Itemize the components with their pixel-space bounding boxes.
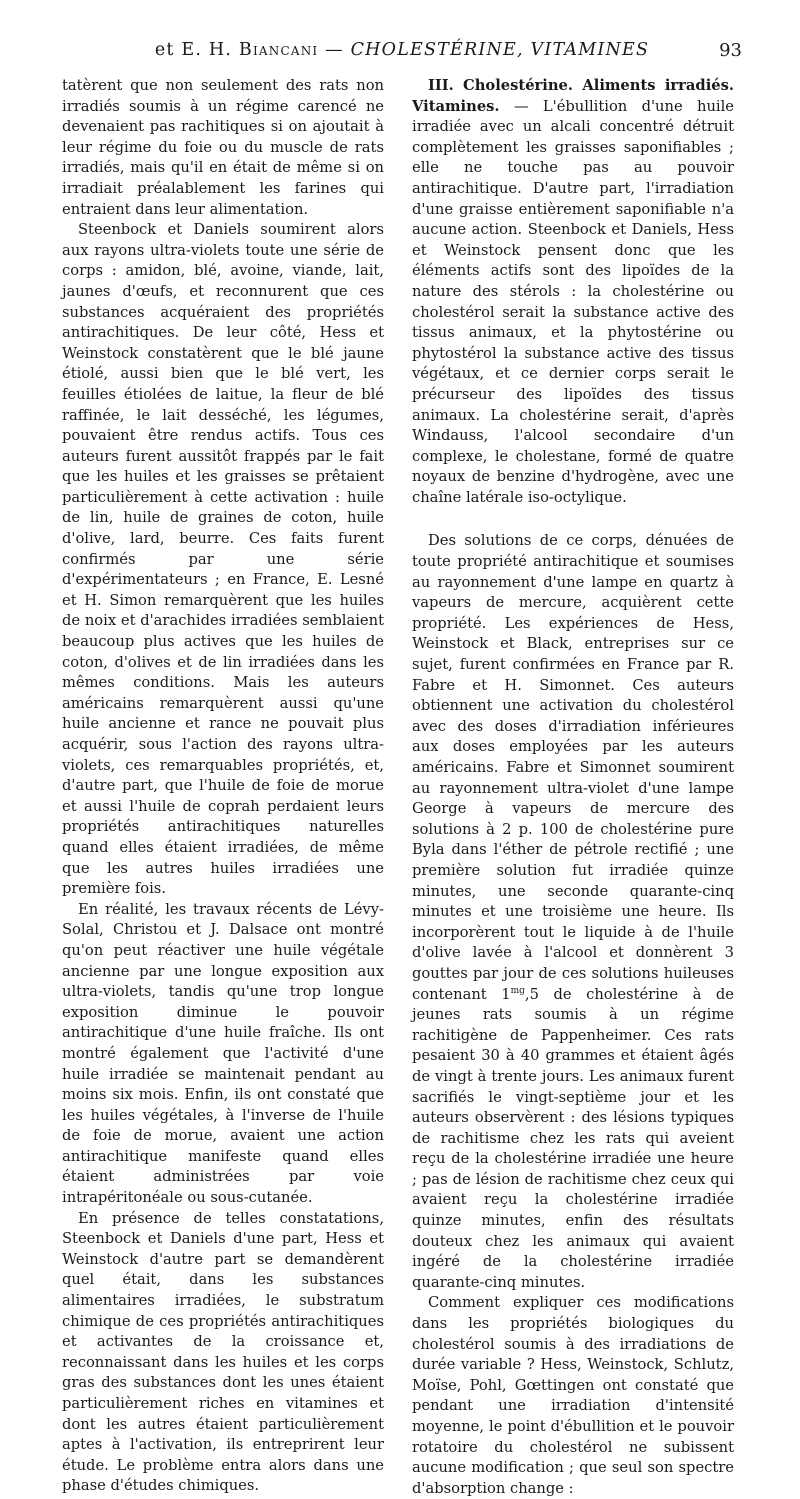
right-paragraph-3: Comment expliquer ces modifications dans les propriétés biologiques du cholestérol soumis à des irradiations de durée variable ? Hess, Weinstock, Schlutz, Moïse, Pohl, Gœttingen ont constaté que pendant une irradiation d'intensité moyenne, le point d'ébullition et le pouvoir rotatoire du cholestérol ne subissent aucune modification ; que seul son spectre d'absorption change : [412,1294,734,1497]
left-paragraph-4: En présence de telles constatations, Steenbock et Daniels d'une part, Hess et Weinstock d'autre part se demandèrent quel était, dans les substances alimentaires irradiées, le substratum chimique de ces propriétés antirachitiques et activantes de la croissance et, reconnaissant dans les huiles et les corps gras des substances dont les unes étaient particulièrement riches en vitamines et dont les autres étaient particulièrement aptes à l'activation, ils entreprirent leur étude. Le problème entra alors dans une phase d'études chimiques. [62,1209,384,1495]
left-paragraph-2: Steenbock et Daniels soumirent alors aux rayons ultra-violets toute une série de corps : amidon, blé, avoine, viande, lait, jaunes d'œufs, et reconnurent que ces substances acquéraient des propriétés antirachitiques. De leur côté, Hess et Weinstock constatèrent que le blé jaune étiolé, aussi bien que le blé vert, les feuilles étiolées de laitue, la fleur de blé raffinée, le lait desséché, les légumes, pouvaient être rendus actifs. Tous ces auteurs furent aussitôt frappés par le fait que les huiles et les graisses se prêtaient particulièrement à cette activation : huile de lin, huile de graines de coton, huile d'olive, lard, beurre. Ces faits furent confirmés par une série d'expérimentateurs ; en France, E. Lesné et H. Simon remarquèrent que les huiles de noix et d'arachides irradiées semblaient beaucoup plus actives que les huiles de coton, d'olives et de lin irradiées dans les mêmes conditions. Mais les auteurs américains remarquèrent aussi qu'une huile ancienne et rance ne pouvait plus acquérir, sous l'action des rayons ultra-violets, ces remarquables propriétés, et, d'autre part, que l'huile de foie de morue et aussi l'huile de coprah perdaient leurs propriétés antirachitiques naturelles quand elles étaient irradiées, de même que les autres huiles irradiées une première fois. [62,221,384,898]
header-running-title: CHOLESTÉRINE, VITAMINES [350,40,650,60]
right-column [412,76,734,1499]
right-paragraph-2 [412,531,734,1293]
running-title-line [62,40,742,60]
left-paragraph-3: En réalité, les travaux récents de Lévy-Solal, Christou et J. Dalsace ont montré qu'on peut réactiver une huile végétale ancienne par une longue exposition aux ultra-violets, tandis qu'une trop longue exposition diminue le pouvoir antirachitique d'une huile fraîche. Ils ont montré également que l'activité d'une huile irradiée se maintenait pendant au moins six mois. Enfin, ils ont constaté que les huiles végétales, à l'inverse de l'huile de foie de morue, avaient une action antirachitique manifeste quand elles étaient administrées par voie intrapéritonéale ou sous-cutanée. [62,900,384,1207]
header-author-name: Biancani [238,40,319,60]
right-paragraph-2-part-a: Des solutions de ce corps, dénuées de toute propriété antirachitique et soumises au rayonnement d'une lampe en quartz à vapeurs de mercure, acquièrent cette propriété. Les expériences de Hess, Weinstock et Black, entreprises sur ce sujet, furent confirmées en France par R. Fabre et H. Simonnet. Ces auteurs obtiennent une activation du cholestérol avec des doses d'irradiation inférieures aux doses employées par les auteurs américains. Fabre et Simonnet soumirent au rayonnement ultra-violet d'une lampe George à vapeurs de mercure des solutions à 2 p. 100 de cholestérine pure Byla dans l'éther de pétrole rectifié ; une première solution fut irradiée quinze minutes, une seconde quarante-cinq minutes et une troisième une heure. Ils incorporèrent tout le liquide à de l'huile d'olive lavée à l'alcool et donnèrent 3 gouttes par jour de ces solutions huileuses contenant 1 [412,532,734,1003]
section-paragraph-text: — L'ébullition d'une huile irradiée avec un alcali concentré détruit complètement les graisses saponifiables ; elle ne touche pas au pouvoir antirachitique. D'autre part, l'irradiation d'une graisse entièrement saponifiable n'a aucune action. Steenbock et Daniels, Hess et Weinstock pensent donc que les éléments actifs sont des lipoïdes de la nature des stérols : la cholestérine ou cholestérol serait la substance active des tissus animaux, et la phytostérine ou phytostérol la substance active des tissus végétaux, et ce dernier corps serait le précurseur des lipoïdes des tissus animaux. La cholestérine serait, d'après Windauss, l'alcool secondaire d'un complexe, le cholestane, formé de quatre noyaux de benzine d'hydrogène, avec une chaîne latérale iso-octylique. [412,97,734,506]
page-number: 93 [719,40,742,61]
section-heading: III. Cholestérine. Aliments irradiés. Vitamines. [412,77,734,115]
left-column [62,76,384,1497]
header-separator: — [318,40,351,60]
left-paragraph-1: tatèrent que non seulement des rats non irradiés soumis à un régime carencé ne devenaient pas rachitiques si on ajoutait à leur régime du foie ou du muscle de rats irradiés, mais qu'il en était de même si on irradiait préalablement les farines qui entraient dans leur alimentation. [62,77,384,218]
header-authors-prefix: et E. H. [154,40,239,60]
right-paragraph-2-part-b: ,5 de cholestérine à de jeunes rats soumis à un régime rachitigène de Pappenheimer. Ces rats pesaient 30 à 40 grammes et étaient âgés de vingt à trente jours. Les animaux furent sacrifiés le vingt-septième jour et les auteurs observèrent : des lésions typiques de rachitisme chez les rats qui aveient reçu de la cholestérine irradiée une heure ; pas de lésion de rachitisme chez ceux qui avaient reçu la cholestérine irradiée quinze minutes, enfin des résultats douteux chez les animaux qui avaient ingéré de la cholestérine irradiée quarante-cinq minutes. [412,985,734,1291]
milligram-superscript: mg [510,985,525,996]
running-header [62,40,742,68]
right-paragraph-1 [412,76,734,508]
